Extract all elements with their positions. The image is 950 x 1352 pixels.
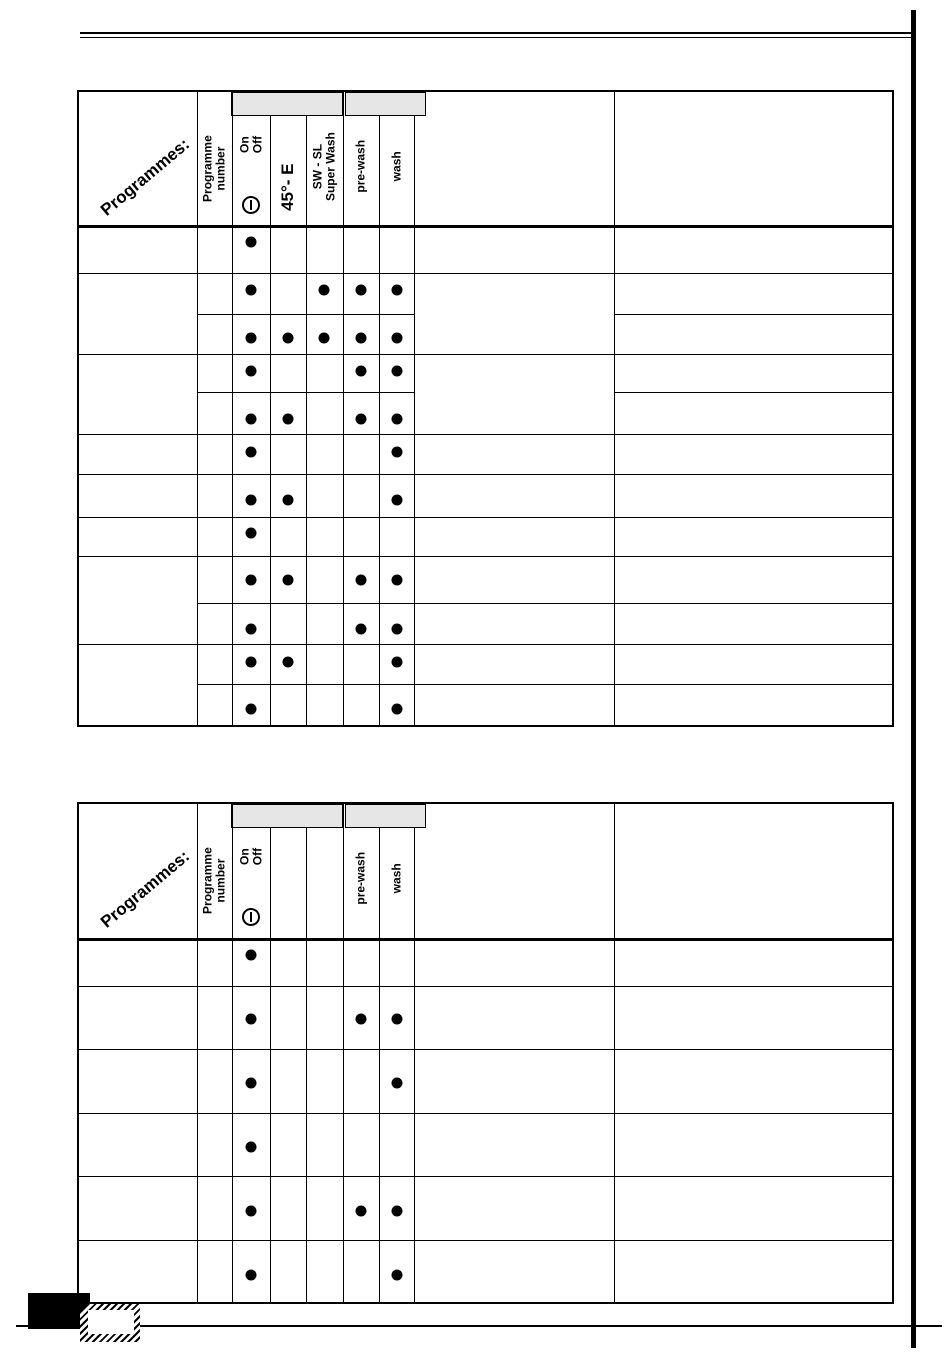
bullet-dot bbox=[246, 1270, 257, 1281]
bullet-dot bbox=[246, 237, 257, 248]
bottom-rule bbox=[16, 1325, 942, 1327]
bullet-dot bbox=[246, 285, 257, 296]
bullet-dot bbox=[356, 1206, 367, 1217]
prewash-label: pre-wash bbox=[353, 139, 368, 193]
header-group-box-1 bbox=[231, 804, 343, 828]
bullet-dot bbox=[283, 414, 294, 425]
bullet-dot bbox=[283, 657, 294, 668]
on-off-label: On Off bbox=[237, 135, 264, 154]
header-group-box-1 bbox=[231, 92, 343, 116]
bullet-dot bbox=[392, 333, 403, 344]
bullet-dot bbox=[392, 285, 403, 296]
bullet-dot bbox=[246, 366, 257, 377]
bullet-dot bbox=[392, 704, 403, 715]
header-group-box-2 bbox=[345, 804, 426, 828]
programme-table-2 bbox=[77, 802, 894, 1304]
bullet-dot bbox=[356, 285, 367, 296]
bullet-dot bbox=[392, 1078, 403, 1089]
wash-label: wash bbox=[389, 863, 404, 894]
bullet-dot bbox=[319, 333, 330, 344]
bullet-dot bbox=[356, 333, 367, 344]
bullet-dot bbox=[246, 447, 257, 458]
programme-number-label: Programme number bbox=[200, 847, 227, 914]
programmes-label: Programmes: bbox=[97, 846, 194, 932]
bullet-dot bbox=[246, 575, 257, 586]
bullet-dot bbox=[246, 624, 257, 635]
bullet-dot bbox=[356, 414, 367, 425]
bullet-dot bbox=[246, 1078, 257, 1089]
bullet-dot bbox=[392, 657, 403, 668]
bullet-dot bbox=[356, 575, 367, 586]
power-icon bbox=[242, 908, 260, 926]
bullet-dot bbox=[246, 1142, 257, 1153]
bullet-dot bbox=[392, 1206, 403, 1217]
bullet-dot bbox=[246, 1014, 257, 1025]
bullet-dot bbox=[392, 414, 403, 425]
prewash-label: pre-wash bbox=[353, 851, 368, 905]
programme-number-label: Programme number bbox=[200, 135, 227, 202]
hatched-tab-inner bbox=[88, 1310, 134, 1334]
temp-45e-label: 45°- E bbox=[278, 163, 298, 211]
wash-label: wash bbox=[389, 151, 404, 182]
bullet-dot bbox=[356, 366, 367, 377]
bullet-dot bbox=[356, 1014, 367, 1025]
top-rule bbox=[80, 32, 914, 34]
header-group-box-2 bbox=[345, 92, 426, 116]
on-off-label: On Off bbox=[237, 847, 264, 866]
super-wash-label: SW - SL Super Wash bbox=[310, 132, 337, 202]
bullet-dot bbox=[392, 495, 403, 506]
programmes-label: Programmes: bbox=[97, 134, 194, 220]
bullet-dot bbox=[246, 1206, 257, 1217]
bullet-dot bbox=[356, 624, 367, 635]
bullet-dot bbox=[246, 495, 257, 506]
bullet-dot bbox=[392, 1270, 403, 1281]
bullet-dot bbox=[246, 657, 257, 668]
bullet-dot bbox=[246, 528, 257, 539]
bullet-dot bbox=[246, 414, 257, 425]
bullet-dot bbox=[392, 1014, 403, 1025]
bullet-dot bbox=[283, 333, 294, 344]
bullet-dot bbox=[392, 575, 403, 586]
power-icon bbox=[242, 196, 260, 214]
bullet-dot bbox=[246, 704, 257, 715]
bullet-dot bbox=[283, 495, 294, 506]
bullet-dot bbox=[392, 447, 403, 458]
programme-table-1 bbox=[77, 90, 894, 727]
bullet-dot bbox=[246, 333, 257, 344]
bullet-dot bbox=[319, 285, 330, 296]
top-rule-thin bbox=[80, 37, 914, 38]
bullet-dot bbox=[283, 575, 294, 586]
bullet-dot bbox=[246, 950, 257, 961]
bullet-dot bbox=[392, 366, 403, 377]
right-edge-bar bbox=[911, 10, 916, 1348]
bullet-dot bbox=[392, 624, 403, 635]
